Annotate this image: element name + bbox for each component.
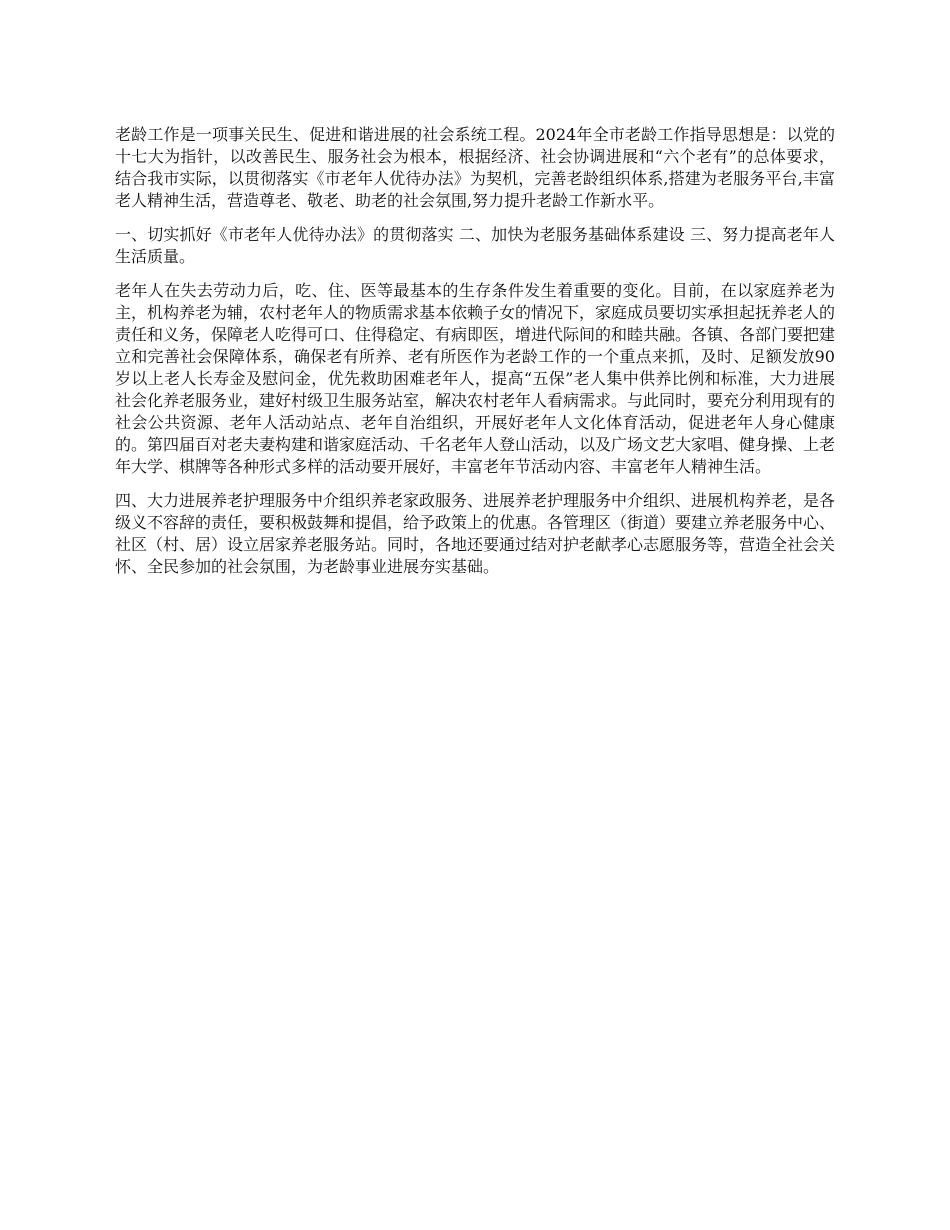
- document-body: [115, 124, 835, 590]
- key-tasks-paragraph: 一、切实抓好《市老年人优待办法》的贯彻落实 二、加快为老服务基础体系建设 三、努力提高老年人生活质量。: [115, 225, 835, 266]
- intro-paragraph: 老龄工作是一项事关民生、促进和谐进展的社会系统工程。2024年全市老龄工作指导思想是：以党的十七大为指针，以改善民生、服务社会为根本，根据经济、社会协调进展和“六个老有”的总体要求，结合我市实际，以贯彻落实《市老年人优待办法》为契机，完善老龄组织体系,搭建为老服务平台,丰富老人精神生活，营造尊老、敬老、助老的社会氛围,努力提升老龄工作新水平。: [115, 125, 835, 210]
- nursing-service-paragraph: 四、大力进展养老护理服务中介组织养老家政服务、进展养老护理服务中介组织、进展机构养老，是各级义不容辞的责任，要积极鼓舞和提倡，给予政策上的优惠。各管理区（街道）要建立养老服务中心、社区（村、居）设立居家养老服务站。同时，各地还要通过结对护老献孝心志愿服务等，营造全社会关怀、全民参加的社会氛围，为老龄事业进展夯实基础。: [115, 491, 836, 576]
- elderly-care-paragraph: 老年人在失去劳动力后，吃、住、医等最基本的生存条件发生着重要的变化。目前，在以家庭养老为主，机构养老为辅，农村老年人的物质需求基本依赖子女的情况下，家庭成员要切实承担起抚养老人的责任和义务，保障老人吃得可口、住得稳定、有病即医，增进代际间的和睦共融。各镇、各部门要把建立和完善社会保障体系，确保老有所养、老有所医作为老龄工作的一个重点来抓，及时、足额发放90岁以上老人长寿金及慰问金，优先救助困难老年人，提高“五保”老人集中供养比例和标准，大力进展社会化养老服务业，建好村级卫生服务站室，解决农村老年人看病需求。与此同时，要充分利用现有的社会公共资源、老年人活动站点、老年自治组织，开展好老年人文化体育活动，促进老年人身心健康的。第四届百对老夫妻构建和谐家庭活动、千名老年人登山活动，以及广场文艺大家唱、健身操、上老年大学、棋牌等各种形式多样的活动要开展好，丰富老年节活动内容、丰富老年人精神生活。: [115, 281, 836, 476]
